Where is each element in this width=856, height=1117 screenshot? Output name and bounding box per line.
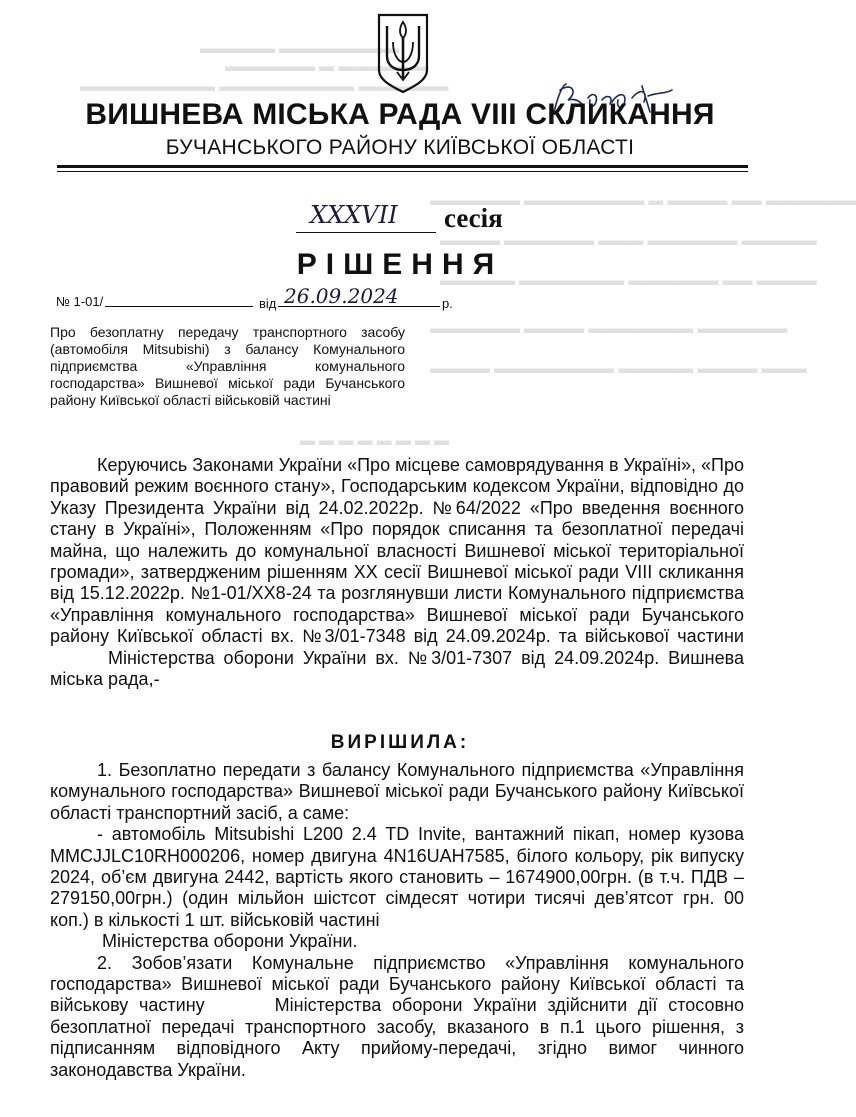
decision-date-label: від xyxy=(259,296,277,311)
decision-number-prefix: № 1-01/ xyxy=(56,294,104,309)
item-1-tail: Міністерства оборони України. xyxy=(102,931,358,952)
decision-date-suffix: р. xyxy=(442,296,453,311)
ukraine-trident-emblem-icon xyxy=(375,12,431,94)
document-page: ▬▬▬▬▬ ▬▬▬▬▬▬▬▬ ▬▬▬▬▬▬ ▬ ▬▬▬▬▬▬ ▬▬▬▬▬▬▬▬▬ ▬▬▬▬▬▬▬▬▬ ▬▬▬▬▬▬ ▬▬▬▬▬▬ ▬▬▬▬▬▬▬▬ ▬ ▬▬▬▬ ▬▬ ▬▬▬▬▬▬ ▬▬▬▬ ▬▬▬▬▬▬ ▬▬▬ ▬▬▬▬▬▬ ▬▬▬▬▬ ▬▬▬▬▬ ▬▬▬▬▬▬▬ ▬▬▬▬▬▬ ▬▬ ▬▬▬▬ ▬▬▬▬▬▬ ▬▬▬▬ ▬▬▬▬▬▬▬ ▬▬▬▬▬▬ ▬▬▬▬ ▬▬▬▬▬▬▬▬ ▬▬▬▬▬ ▬▬▬▬ ▬▬▬ ▬ ▬ ▬ ▬ ▬ ▬ ▬ ▬ ВИШНЕВА МІСЬКА РАДА VIII СКЛИКАННЯ БУЧАНСЬКОГО РАЙОНУ КИЇВСЬКОЇ ОБЛАСТІ XXXVII сесія РІШЕННЯ № 1-01/ від 26.09.2024 р. Про безоплатну передачу транспортного засобу (автомобіля Mitsubishi) з балансу Комунального підприємства «Управління комунального господарства» Вишневої міської ради Бучанського району Київської області військовій частині Керуючись Законами України «Про місцеве самоврядування в Україні», «Про правовий режим воєнного стану», Господарським кодексом України, відповідно до Указу Президента України від 24.02.2022р. №64/2022 «Про введення воєнного стану в Україні», Положенням «Про порядок списання та безоплатної передачі майна, що належить до комунальної власності Вишневої міської територіальної громади», затвердженим рішенням XX сесії Вишневої міської ради VIII скликання від 15.12.2022р. №1-01/XX8-24 та розглянувши листи Комунального підприємства «Управління комунального господарства» Вишневої міської ради Бучанського району Київської області вх. №3/01-7348 від 24.09.2024р. та військової частиниМіністерства оборони України вх. №3/01-7307 від 24.09.2024р. Вишнева міська рада,- ВИРІШИЛА: 1. Безоплатно передати з балансу Комунального підприємства «Управління комунального господарства» Вишневої міської ради Бучанського району Київської області транспортний засіб, а саме: - автомобіль Mitsubishi L200 2.4 TD Invite, вантажний пікап, номер кузова MMCJJLC10RH000206, номер двигуна 4N16UAH7585, білого кольору, рік випуску 2024, об’єм двигуна 2442, вартість якого становить – 1674900,00грн. (в т.ч. ПДВ – 279150,00грн.) (один мільйон шістсот сімдесят чотири тисячі дев’ятсот грн. 00 коп.) в кількості 1 шт. військовій частині Міністерства оборони України. 2. Зобов’язати Комунальне підприємство «Управління комунального господарства» Вишневої міської ради Бучанського району Київської області та військову частину Міністерства оборони України здійснити дії стосовно безоплатної передачі транспортного засобу, вказаного в п.1 цього рішення, з підписанням відповідного Акту прийому-передачі, згідно вимог чинного законодавства України. xyxy=(0,0,800,1117)
resolved-title: ВИРІШИЛА: xyxy=(330,732,470,753)
decision-subject: Про безоплатну передачу транспортного засобу (автомобіля Mitsubishi) з балансу Комунального підприємства «Управління комунального господарства» Вишневої міської ради Бучанського району Київської області військовій частині xyxy=(50,324,405,408)
decision-date-handwritten: 26.09.2024 xyxy=(284,284,399,308)
preamble-part2: Міністерства оборони України вх. №3/01-7307 від 24.09.2024р. Вишнева міська рада,- xyxy=(50,647,744,690)
resolution-items xyxy=(50,760,744,1081)
item-1-detail-text: - автомобіль Mitsubishi L200 2.4 TD Invite, вантажний пікап, номер кузова MMCJJLC10RH000206, номер двигуна 4N16UAH7585, білого кольору, рік випуску 2024, об’єм двигуна 2442, вартість якого становить – 1674900,00грн. (в т.ч. ПДВ – 279150,00грн.) (один мільйон шістсот сімдесят чотири тисячі дев’ятсот грн. 00 коп.) в кількості 1 шт. військовій частині xyxy=(50,824,744,930)
item-1-intro: 1. Безоплатно передати з балансу Комунального підприємства «Управління комунального господарства» Вишневої міської ради Бучанського району Київської області транспортний засіб, а саме: xyxy=(50,760,744,823)
council-subtitle: БУЧАНСЬКОГО РАЙОНУ КИЇВСЬКОЇ ОБЛАСТІ xyxy=(165,136,635,159)
item-2-part2: Міністерства оборони України здійснити дії стосовно безоплатної передачі транспортного засобу, вказаного в п.1 цього рішення, з підписанням відповідного Акту прийому-передачі, згідно вимог чинного законодавства України. xyxy=(50,995,744,1080)
decision-number-row xyxy=(56,284,453,314)
preamble-part1: Керуючись Законами України «Про місцеве самоврядування в Україні», «Про правовий режим воєнного стану», Господарським кодексом України, відповідно до Указу Президента України від 24.02.2022р. №64/2022 «Про введення воєнного стану в Україні», Положенням «Про порядок списання та безоплатної передачі майна, що належить до комунальної власності Вишневої міської територіальної громади», затвердженим рішенням XX сесії Вишневої міської ради VIII скликання від 15.12.2022р. №1-01/XX8-24 та розглянувши листи Комунального підприємства «Управління комунального господарства» Вишневої міської ради Бучанського району Київської області вх. №3/01-7348 від 24.09.2024р. та військової частини xyxy=(50,455,744,647)
item-2-part1: 2. Зобов’язати Комунальне підприємство «Управління комунального господарства» Вишневої міської ради Бучанського району Київської області та військову частину xyxy=(50,952,744,1016)
decision-number-line xyxy=(105,306,253,307)
decision-title: РІШЕННЯ xyxy=(296,248,504,281)
item-1-detail xyxy=(50,824,744,952)
header-divider-thin xyxy=(57,171,748,172)
header-divider-thick xyxy=(57,165,748,168)
preamble xyxy=(50,455,744,690)
session-label: сесія xyxy=(444,203,503,233)
session-number: XXXVII xyxy=(310,201,398,229)
council-title: ВИШНЕВА МІСЬКА РАДА VIII СКЛИКАННЯ xyxy=(85,98,715,131)
item-2 xyxy=(50,953,744,1081)
